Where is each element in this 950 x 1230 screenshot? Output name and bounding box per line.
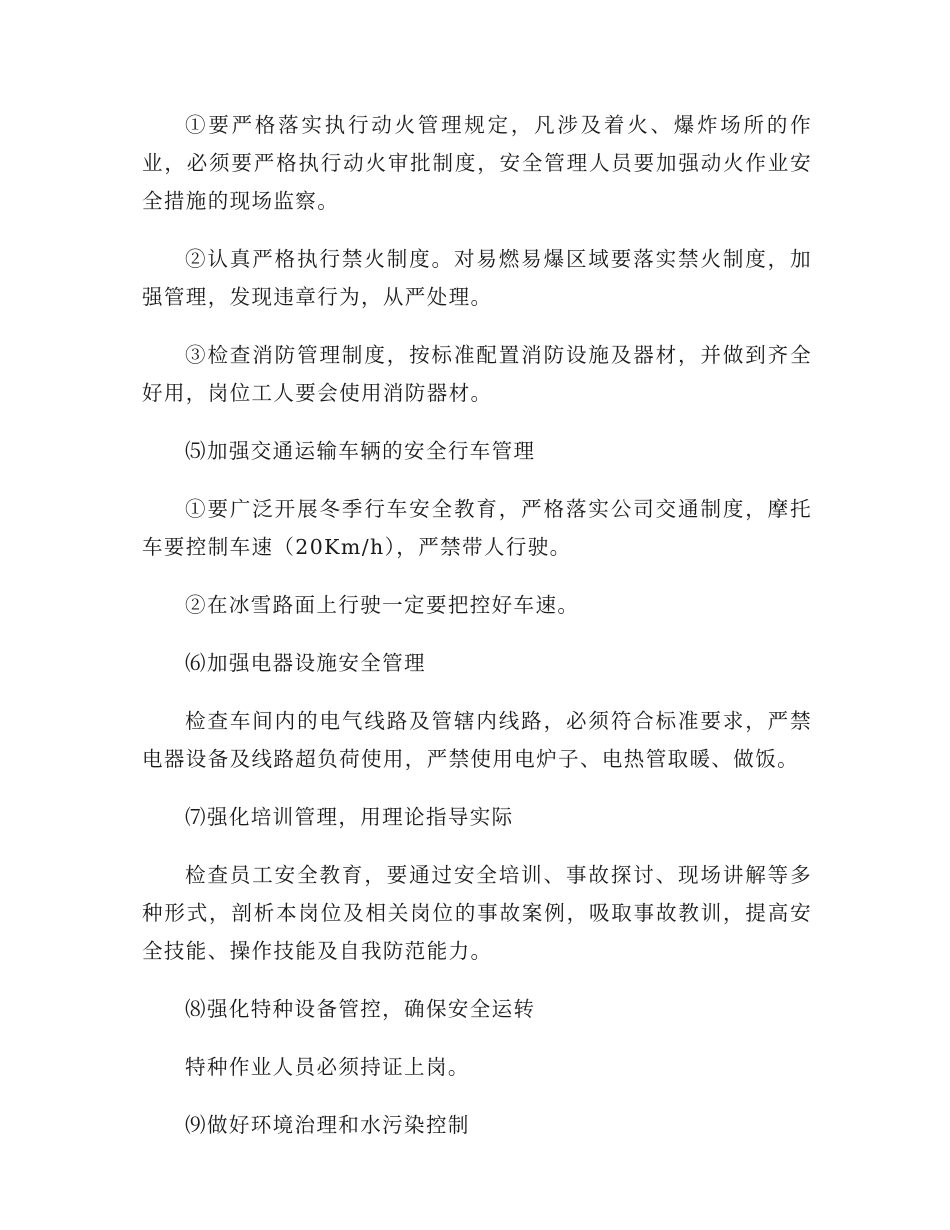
heading-electrical-safety: ⑹加强电器设施安全管理 (185, 651, 426, 675)
heading-traffic-safety: ⑸加强交通运输车辆的安全行车管理 (185, 439, 536, 463)
paragraph-fire-equipment: ③检查消防管理制度，按标准配置消防设施及器材，并做到齐全好用，岗位工人要会使用消防器材。 (142, 343, 812, 405)
paragraph-icy-roads: ②在冰雪路面上行驶一定要把控好车速。 (185, 593, 580, 617)
heading-training: ⑺强化培训管理，用理论指导实际 (185, 805, 514, 829)
paragraph-training-detail: 检查员工安全教育，要通过安全培训、事故探讨、现场讲解等多种形式，剖析本岗位及相关岗位的事故案例，吸取事故教训，提高安全技能、操作技能及自我防范能力。 (142, 863, 812, 963)
paragraph-electrical-check: 检查车间内的电气线路及管辖内线路，必须符合标准要求，严禁电器设备及线路超负荷使用，严禁使用电炉子、电热管取暖、做饭。 (142, 709, 812, 771)
paragraph-fire-rules: ①要严格落实执行动火管理规定，凡涉及着火、爆炸场所的作业，必须要严格执行动火审批制度，安全管理人员要加强动火作业安全措施的现场监察。 (142, 113, 812, 213)
heading-environment: ⑼做好环境治理和水污染控制 (185, 1113, 470, 1137)
paragraph-certification: 特种作业人员必须持证上岗。 (185, 1055, 470, 1079)
paragraph-fire-ban: ②认真严格执行禁火制度。对易燃易爆区域要落实禁火制度，加强管理，发现违章行为，从严处理。 (142, 247, 812, 309)
heading-special-equipment: ⑻强化特种设备管控，确保安全运转 (185, 997, 536, 1021)
document-page (142, 106, 812, 1164)
paragraph-winter-driving: ①要广泛开展冬季行车安全教育，严格落实公司交通制度，摩托车要控制车速（20Km/h），严禁带人行驶。 (142, 497, 812, 559)
